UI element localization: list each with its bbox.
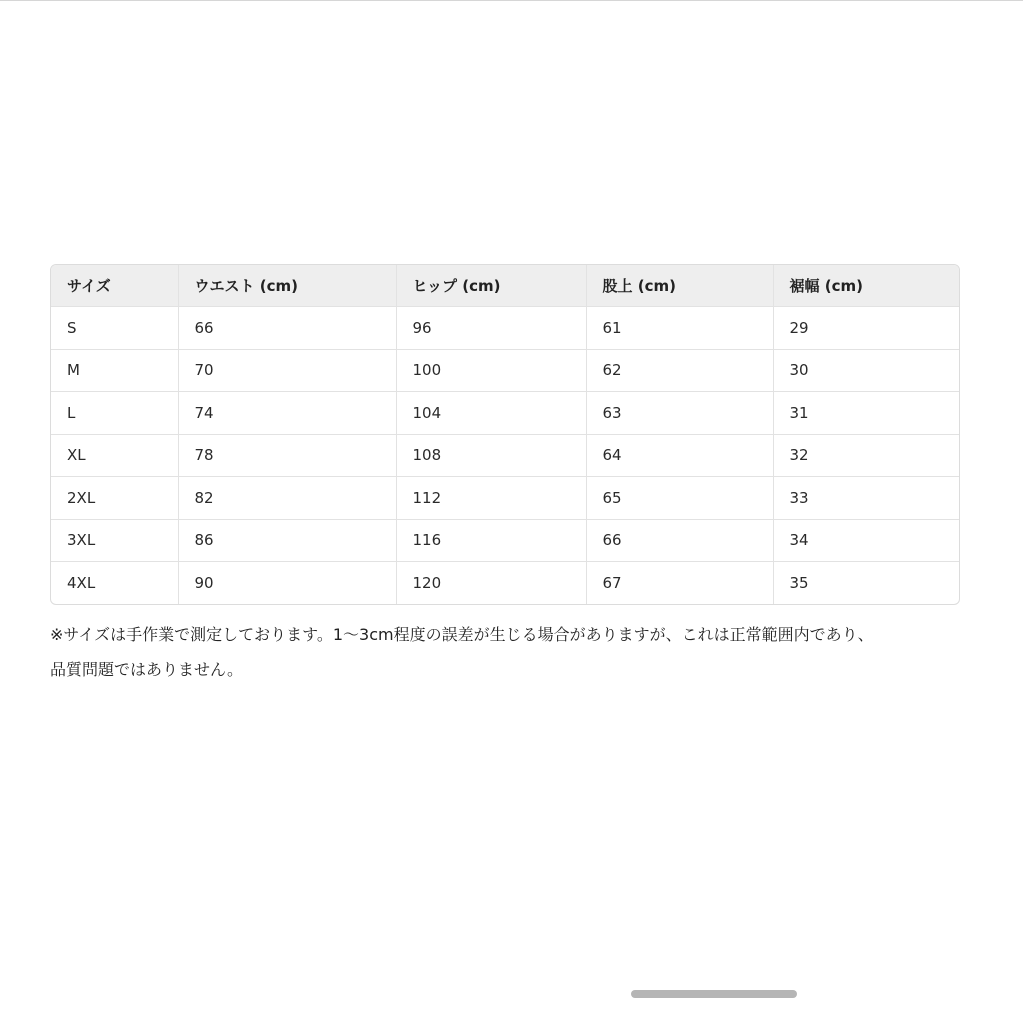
cell-size: XL (51, 434, 178, 477)
cell-rise: 62 (586, 349, 773, 392)
header-hem-width: 裾幅 (cm) (773, 265, 959, 307)
table-header-row (51, 265, 959, 307)
header-size: サイズ (51, 265, 178, 307)
cell-hem-width: 33 (773, 477, 959, 520)
header-hip: ヒップ (cm) (396, 265, 586, 307)
cell-waist: 66 (178, 307, 396, 350)
cell-hip: 100 (396, 349, 586, 392)
cell-rise: 61 (586, 307, 773, 350)
cell-hip: 116 (396, 519, 586, 562)
cell-rise: 67 (586, 562, 773, 604)
cell-waist: 82 (178, 477, 396, 520)
cell-hem-width: 29 (773, 307, 959, 350)
table-row (51, 519, 959, 562)
home-indicator-bar[interactable] (631, 990, 797, 998)
cell-rise: 64 (586, 434, 773, 477)
cell-size: 3XL (51, 519, 178, 562)
top-divider (0, 0, 1023, 1)
header-waist: ウエスト (cm) (178, 265, 396, 307)
header-rise: 股上 (cm) (586, 265, 773, 307)
cell-rise: 65 (586, 477, 773, 520)
cell-hem-width: 32 (773, 434, 959, 477)
table-row (51, 562, 959, 604)
table-row (51, 307, 959, 350)
cell-hip: 120 (396, 562, 586, 604)
cell-hip: 108 (396, 434, 586, 477)
note-line-1: ※サイズは手作業で測定しております。1〜3cm程度の誤差が生じる場合がありますが、これは正常範囲内であり、 (50, 625, 874, 644)
table-row (51, 349, 959, 392)
cell-waist: 90 (178, 562, 396, 604)
cell-waist: 74 (178, 392, 396, 435)
size-chart-table (50, 264, 960, 605)
cell-hip: 104 (396, 392, 586, 435)
cell-hip: 96 (396, 307, 586, 350)
table-row (51, 477, 959, 520)
cell-waist: 86 (178, 519, 396, 562)
table-row (51, 434, 959, 477)
cell-rise: 63 (586, 392, 773, 435)
cell-hip: 112 (396, 477, 586, 520)
size-table (51, 265, 959, 604)
table-row (51, 392, 959, 435)
cell-size: S (51, 307, 178, 350)
cell-waist: 78 (178, 434, 396, 477)
cell-hem-width: 35 (789, 573, 809, 592)
cell-hem-width: 31 (773, 392, 959, 435)
cell-size: M (51, 349, 178, 392)
cell-size: 4XL (51, 562, 178, 604)
cell-hem-width: 30 (773, 349, 959, 392)
measurement-note (50, 617, 980, 687)
cell-rise: 66 (586, 519, 773, 562)
cell-size: 2XL (51, 477, 178, 520)
note-line-2: 品質問題ではありません。 (50, 660, 243, 679)
cell-waist: 70 (178, 349, 396, 392)
cell-size: L (51, 392, 178, 435)
cell-hem-width: 34 (773, 519, 959, 562)
